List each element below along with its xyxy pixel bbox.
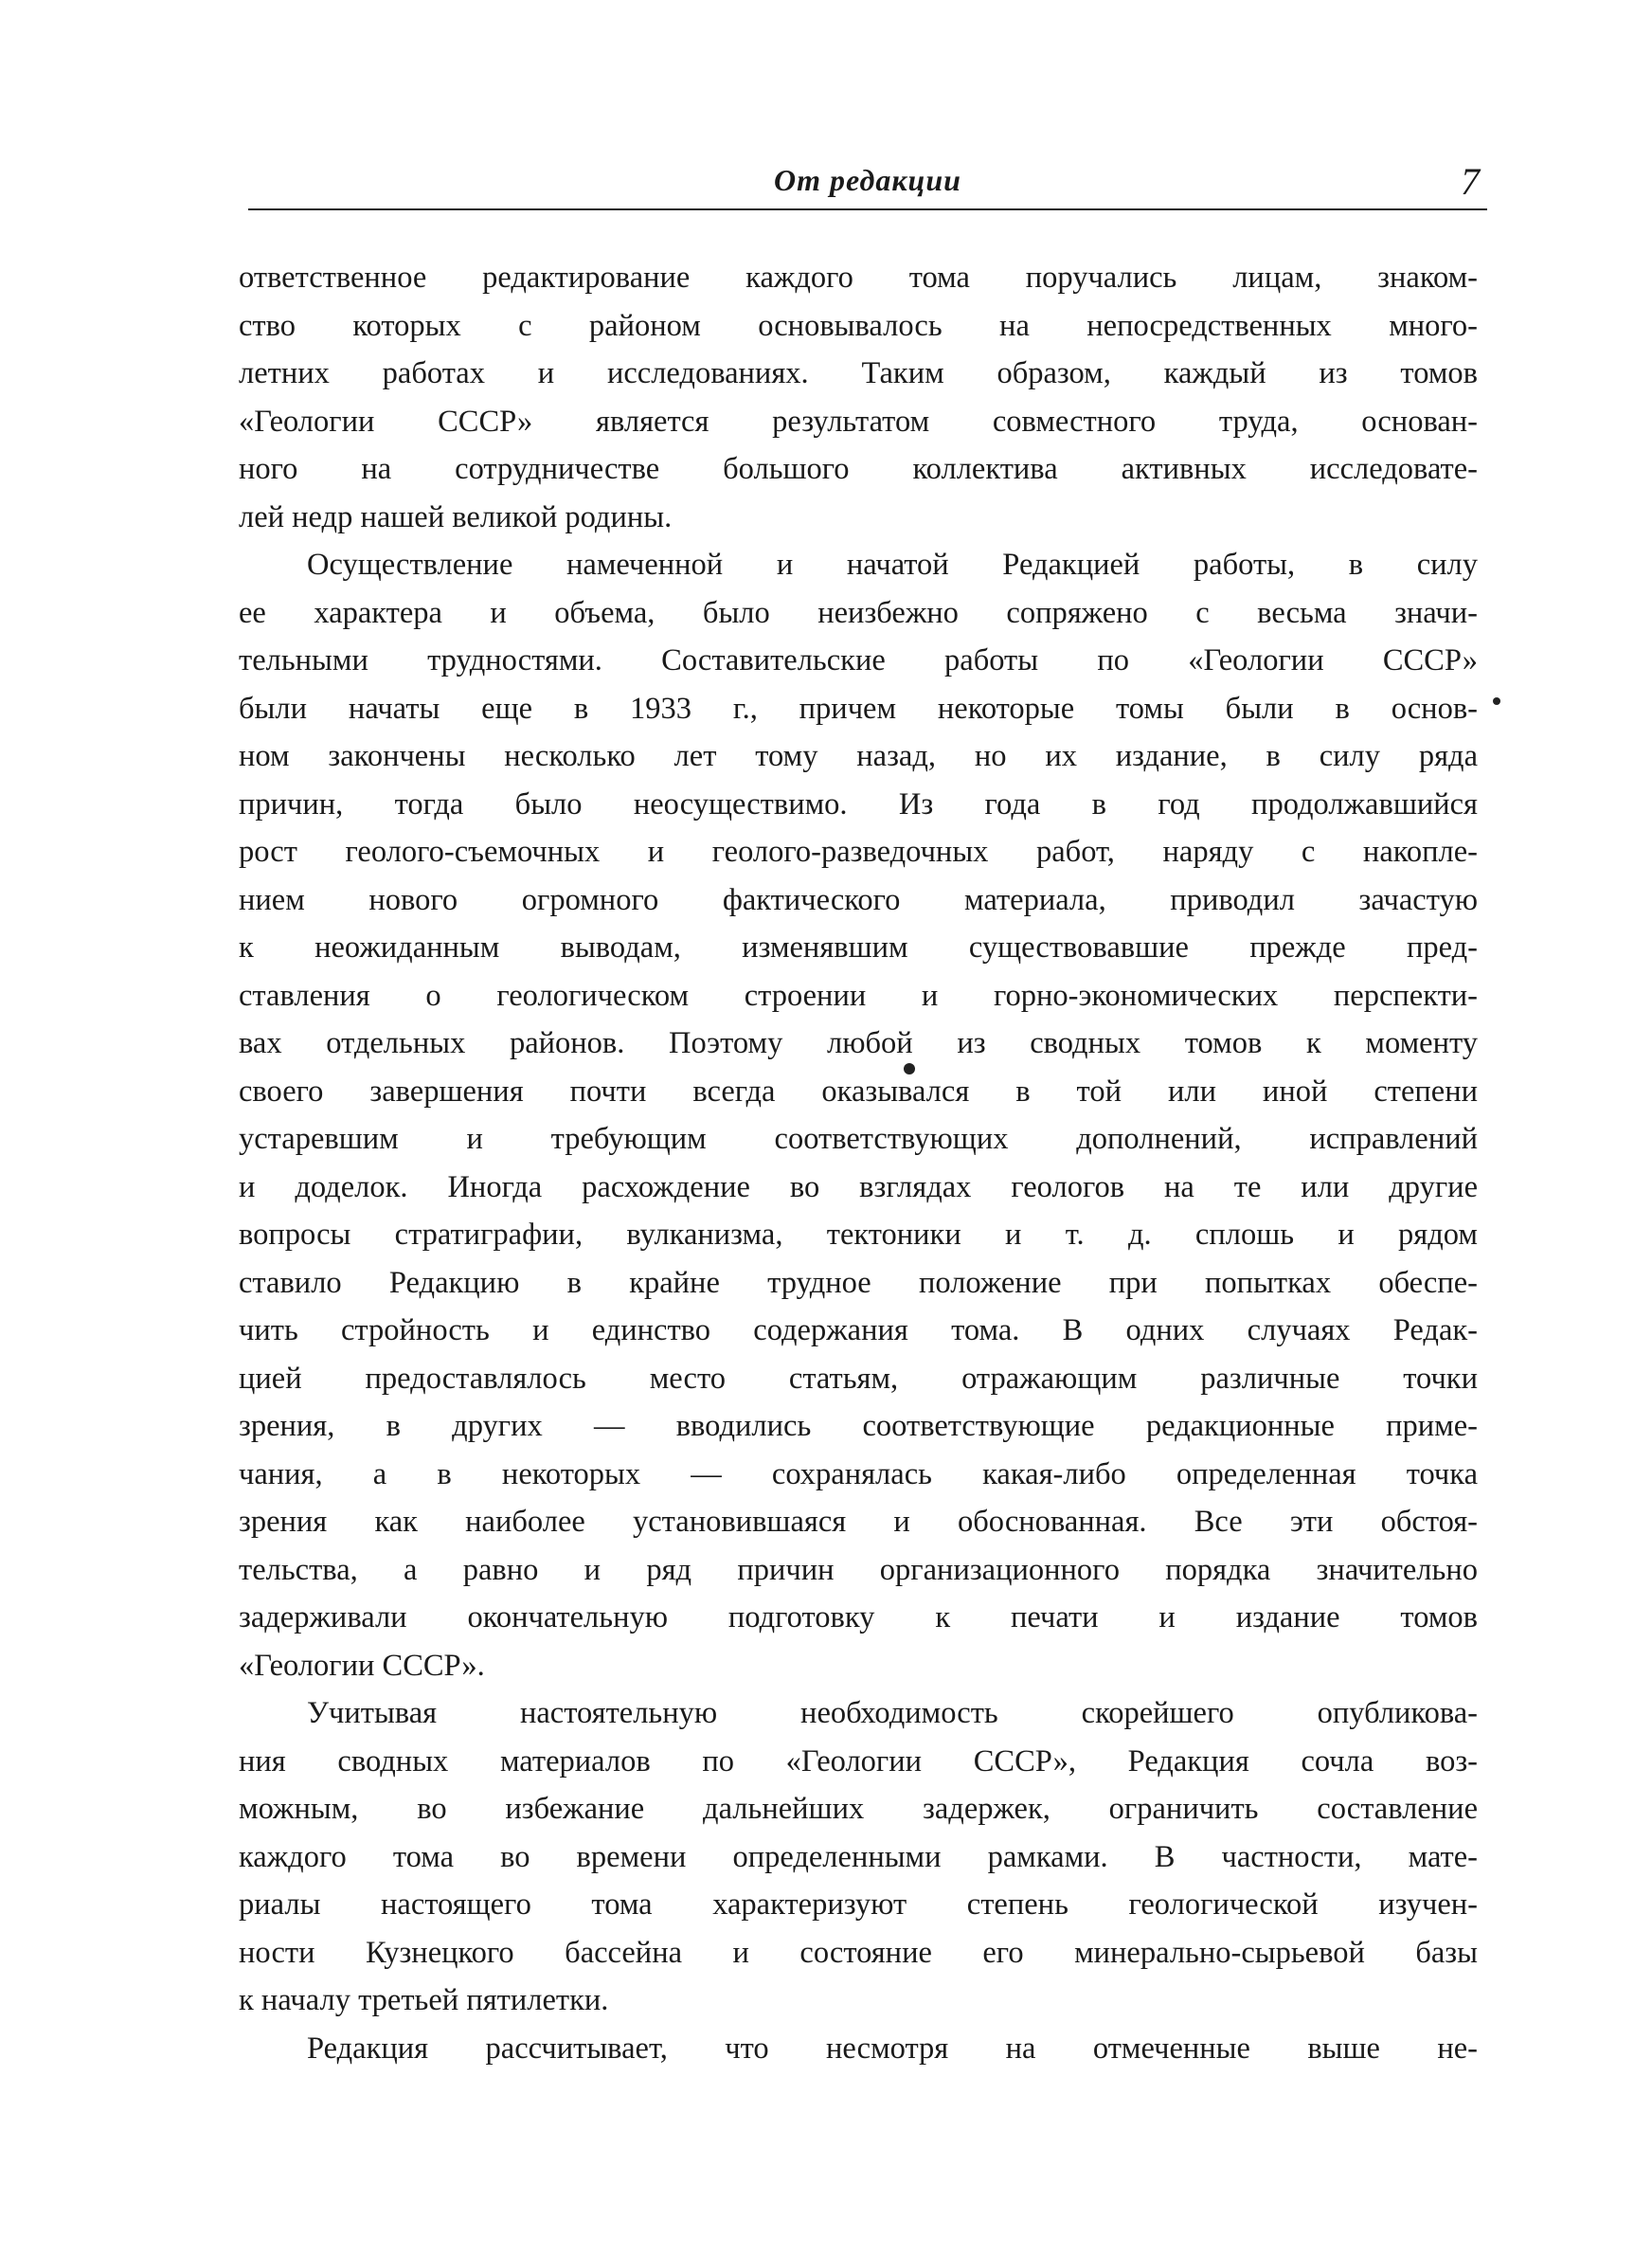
text-line: ного на сотрудничестве большого коллектива активных исследовате-: [239, 452, 1478, 486]
text-line: тельства, а равно и ряд причин организационного порядка значительно: [239, 1552, 1478, 1587]
text-line: летних работах и исследованиях. Таким образом, каждый из томов: [239, 356, 1478, 390]
text-line: своего завершения почти всегда оказывался в той или иной степени: [239, 1074, 1478, 1109]
text-line: Осуществление намеченной и начатой Редакцией работы, в силу: [307, 548, 1478, 582]
text-line: риалы настоящего тома характеризуют степень геологической изучен-: [239, 1887, 1478, 1922]
text-line: ставления о геологическом строении и горно-экономических перспекти-: [239, 978, 1478, 1013]
text-line: к неожиданным выводам, изменявшим существовавшие прежде пред-: [239, 930, 1478, 965]
ink-spot: [1493, 697, 1500, 705]
text-line: к началу третьей пятилетки.: [239, 1983, 609, 2017]
text-line: чания, а в некоторых — сохранялась какая-либо определенная точка: [239, 1456, 1478, 1491]
text-line: цией предоставлялось место статьям, отражающим различные точки: [239, 1361, 1478, 1396]
text-line: устаревшим и требующим соответствующих дополнений, исправлений: [239, 1122, 1478, 1156]
paragraph-3: [239, 1689, 1478, 2025]
paragraph-4: [239, 2025, 1478, 2073]
text-line: тельными трудностями. Составительские работы по «Геологии СССР»: [239, 643, 1478, 677]
body-text: [239, 254, 1478, 2072]
text-line: ответственное редактирование каждого тома поручались лицам, знаком-: [239, 261, 1478, 295]
text-line: каждого тома во времени определенными рамками. В частности, мате-: [239, 1839, 1478, 1874]
text-line: «Геологии СССР» является результатом совместного труда, основан-: [239, 404, 1478, 439]
text-line: ности Кузнецкого бассейна и состояние его минерально-сырьевой базы: [239, 1935, 1478, 1970]
text-line: и доделок. Иногда расхождение во взглядах геологов на те или другие: [239, 1169, 1478, 1204]
text-line: Редакция рассчитывает, что несмотря на отмеченные выше не-: [307, 2031, 1478, 2066]
paragraph-1: [239, 254, 1478, 541]
paragraph-2: [239, 541, 1478, 1689]
text-line: задерживали окончательную подготовку к печати и издание томов: [239, 1600, 1478, 1634]
text-line: чить стройность и единство содержания тома. В одних случаях Редак-: [239, 1313, 1478, 1347]
text-line: лей недр нашей великой родины.: [239, 499, 673, 534]
text-line: ставило Редакцию в крайне трудное положение при попытках обеспе-: [239, 1265, 1478, 1300]
text-line: ее характера и объема, было неизбежно сопряжено с весьма значи-: [239, 595, 1478, 630]
page-number: 7: [1461, 160, 1480, 203]
text-line: причин, тогда было неосуществимо. Из года в год продолжавшийся: [239, 786, 1478, 822]
text-line: вопросы стратиграфии, вулканизма, тектоники и т. д. сплошь и рядом: [239, 1218, 1478, 1252]
text-line: ния сводных материалов по «Геологии СССР», Редакция сочла воз-: [239, 1743, 1478, 1779]
text-line: «Геологии СССР».: [239, 1648, 485, 1683]
running-header: [248, 159, 1487, 216]
text-line: зрения как наиболее установившаяся и обоснованная. Все эти обстоя-: [239, 1505, 1478, 1539]
text-line: нием нового огромного фактического материала, приводил зачастую: [239, 882, 1478, 917]
text-line: Учитывая настоятельную необходимость скорейшего опубликова-: [307, 1696, 1478, 1730]
text-line: ство которых с районом основывалось на непосредственных много-: [239, 308, 1478, 343]
text-line: вах отдельных районов. Поэтому любой из сводных томов к моменту: [239, 1026, 1478, 1060]
text-line: ном закончены несколько лет тому назад, но их издание, в силу ряда: [239, 739, 1478, 773]
header-rule: [248, 208, 1487, 210]
text-line: зрения, в других — вводились соответствующие редакционные приме-: [239, 1409, 1478, 1443]
ink-spot: [904, 1063, 915, 1074]
running-title: От редакции: [774, 163, 961, 197]
text-line: были начаты еще в 1933 г., причем некоторые томы были в основ-: [239, 691, 1478, 726]
text-line: рост геолого-съемочных и геолого-разведочных работ, наряду с накопле-: [239, 835, 1478, 869]
text-line: можным, во избежание дальнейших задержек, ограничить составление: [239, 1792, 1478, 1826]
